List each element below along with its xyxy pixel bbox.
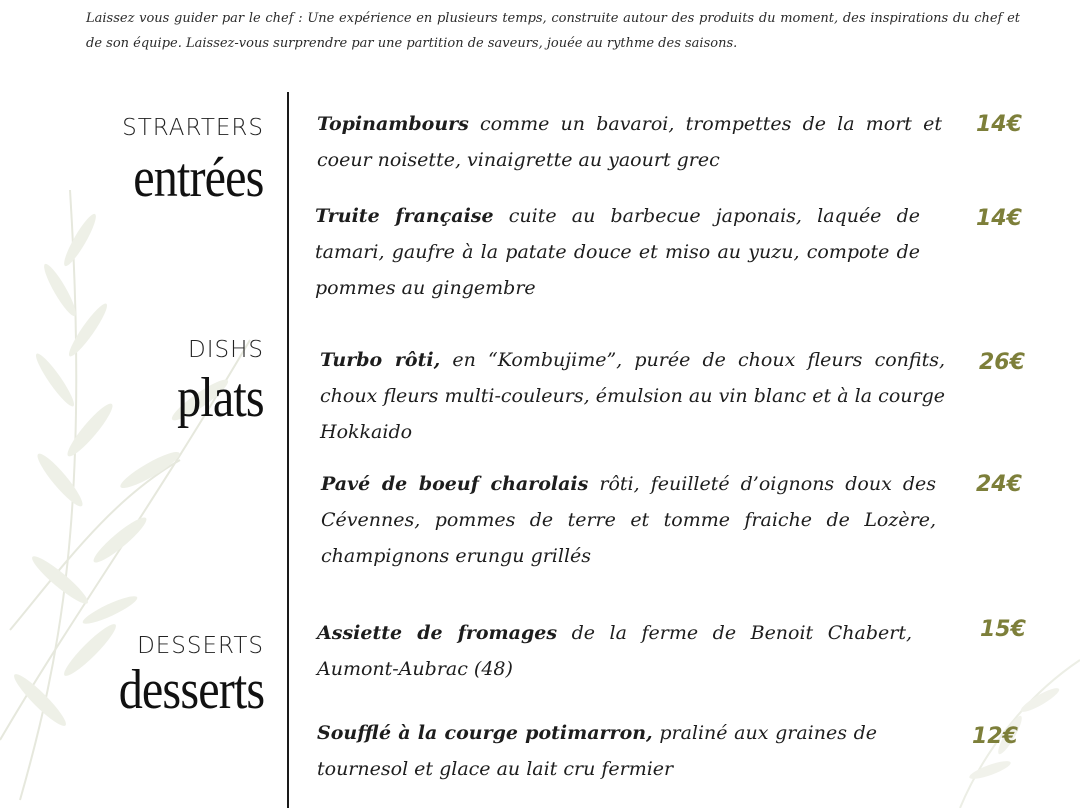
menu-item	[321, 466, 936, 574]
menu-item-description: en “Kombujime”, purée de choux fleurs confits, choux fleurs multi-couleurs, émulsion au vin blanc et à la courge Hokkaido	[320, 349, 945, 443]
menu-item-description: de la ferme de Benoit Chabert, Aumont-Aubrac (48)	[317, 622, 913, 680]
menu-item	[320, 342, 945, 450]
menu-item	[317, 615, 912, 687]
menu-item-price: 12€	[972, 724, 1018, 749]
menu-item-description: rôti, feuilleté d’oignons doux des Cévennes, pommes de terre et tomme fraiche de Lozère, champignons erungu grillés	[321, 473, 937, 567]
section-label-fr-desserts: desserts	[118, 659, 264, 721]
menu-item-description: comme un bavaroi, trompettes de la mort et coeur noisette, vinaigrette au yaourt grec	[317, 113, 942, 171]
section-label-fr-entrees: entrées	[133, 147, 264, 209]
menu-item-name: Pavé de boeuf charolais	[321, 473, 589, 495]
vertical-divider	[287, 92, 289, 808]
menu-item-name: Assiette de fromages	[317, 622, 558, 644]
menu-item-price: 26€	[979, 350, 1025, 375]
section-label-en-dishs: DISHS	[188, 337, 264, 363]
menu-item-price: 15€	[980, 617, 1026, 642]
menu-item-name: Topinambours	[317, 113, 469, 135]
menu-item-name: Turbo rôti,	[320, 349, 441, 371]
menu-item-name: Truite française	[315, 205, 494, 227]
menu-item	[317, 106, 942, 178]
section-label-en-starters: STRARTERS	[122, 115, 264, 141]
section-label-fr-plats: plats	[177, 367, 264, 429]
menu-item	[317, 715, 877, 787]
menu-item-price: 24€	[976, 472, 1022, 497]
menu-item-price: 14€	[976, 112, 1022, 137]
menu-item	[315, 198, 920, 306]
menu-item-name: Soufflé à la courge potimarron,	[317, 722, 653, 744]
menu-item-description: cuite au barbecue japonais, laquée de tamari, gaufre à la patate douce et miso au yuzu, compote de pommes au gingembre	[315, 205, 920, 299]
menu-item-price: 14€	[976, 206, 1022, 231]
menu-item-description: praliné aux graines de tournesol et glace au lait cru fermier	[317, 722, 877, 780]
intro-text: Laissez vous guider par le chef : Une expérience en plusieurs temps, construite autour des produits du moment, des inspirations du chef et de son équipe. Laissez-vous surprendre par une partition de saveurs, jouée au rythme des saisons.	[86, 11, 1020, 51]
section-label-en-desserts: DESSERTS	[137, 633, 264, 659]
